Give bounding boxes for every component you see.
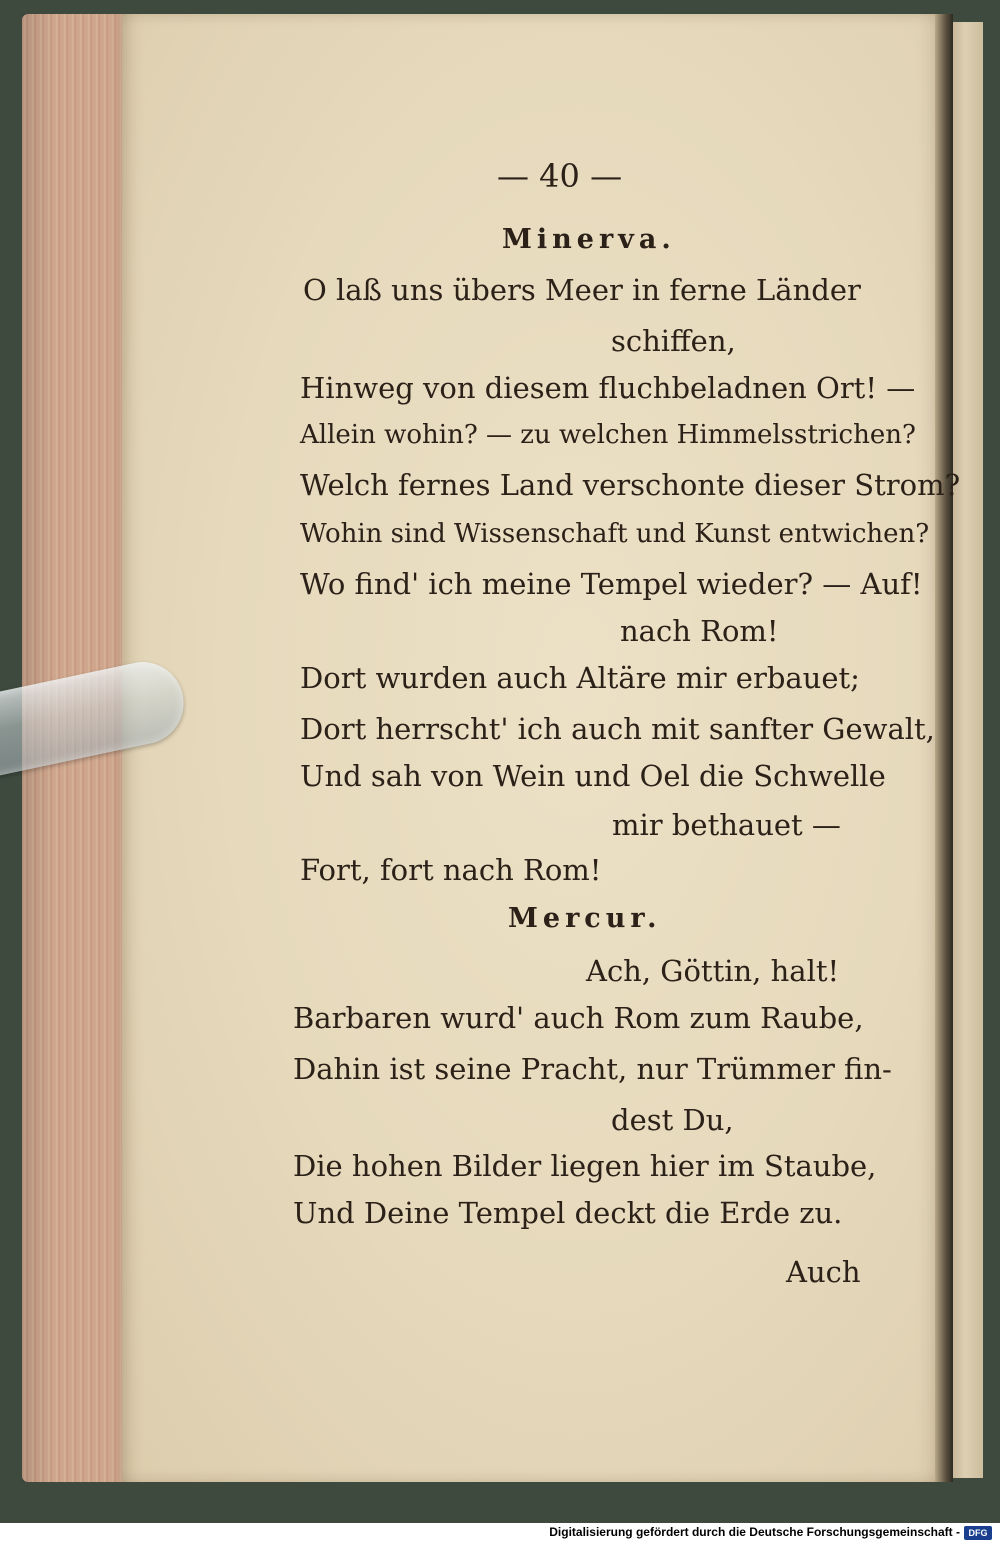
verse-line: Welch fernes Land verschonte dieser Strom? [300, 468, 961, 502]
verse-line: dest Du, [611, 1103, 734, 1137]
verse-line: mir bethauet — [612, 808, 841, 842]
verse-line: Und sah von Wein und Oel die Schwelle [300, 759, 886, 793]
verse-line: O laß uns übers Meer in ferne Länder [303, 273, 861, 307]
verse-line: Und Deine Tempel deckt die Erde zu. [293, 1196, 843, 1230]
verse-line: Wohin sind Wissenschaft und Kunst entwichen? [300, 519, 930, 549]
verse-line: nach Rom! [620, 614, 779, 648]
funding-credit: Digitalisierung gefördert durch die Deutsche Forschungsgemeinschaft - [549, 1525, 960, 1539]
verse-line: Allein wohin? — zu welchen Himmelsstrichen? [300, 420, 916, 450]
verse-line: schiffen, [611, 324, 736, 358]
page-number: — 40 — [497, 157, 623, 195]
verse-line: Dort herrscht' ich auch mit sanfter Gewalt, [300, 712, 935, 746]
catchword: Auch [786, 1255, 861, 1289]
dfg-logo: DFG [964, 1526, 992, 1540]
verse-line: Dort wurden auch Altäre mir erbauet; [300, 661, 860, 695]
verse-line: Dahin ist seine Pracht, nur Trümmer fin- [293, 1052, 892, 1086]
book-gutter [935, 14, 953, 1482]
verse-line: Die hohen Bilder liegen hier im Staube, [293, 1149, 877, 1183]
verse-line: Wo find' ich meine Tempel wieder? — Auf! [300, 567, 923, 601]
verse-line: Ach, Göttin, halt! [586, 954, 840, 988]
verse-line: Hinweg von diesem fluchbeladnen Ort! — [300, 371, 916, 405]
speaker-name: Mercur. [508, 903, 662, 934]
verse-line: Barbaren wurd' auch Rom zum Raube, [293, 1001, 864, 1035]
verse-line: Fort, fort nach Rom! [300, 853, 602, 887]
speaker-name: Minerva. [502, 224, 676, 255]
facing-page-edge [953, 22, 983, 1478]
